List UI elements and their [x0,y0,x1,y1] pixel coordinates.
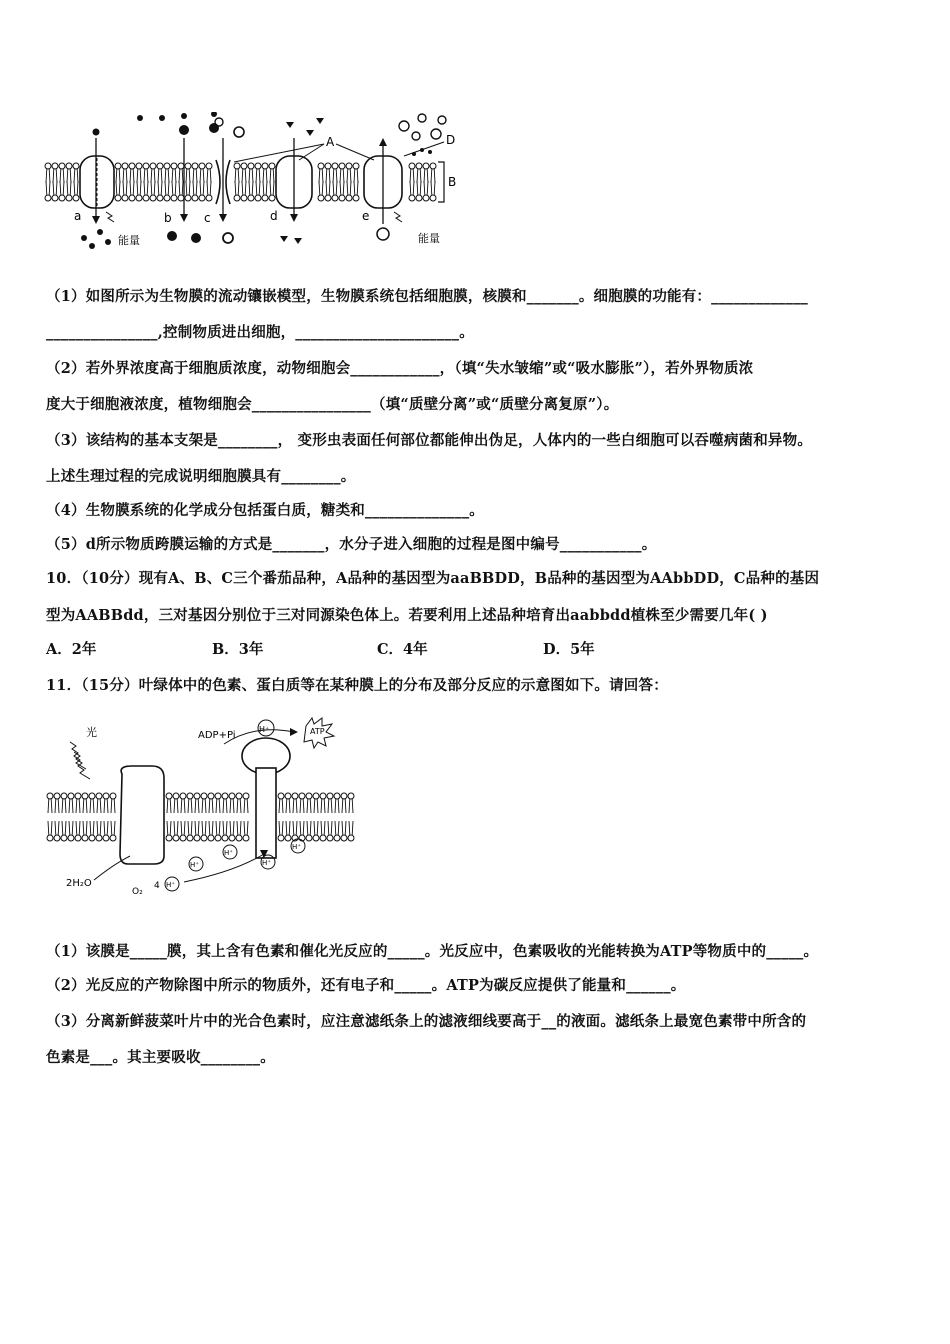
water-label: 2H₂O [66,878,92,889]
light-arrow [70,742,86,769]
q10-option-b: B．3年 [212,641,264,658]
q9-line-3: （2）若外界浓度高于细胞质浓度，动物细胞会____________，（填“失水皱缩”或“吸水膨胀”），若外界物质浓 [46,360,754,377]
thylakoid-membrane-figure [44,712,364,902]
label-d: d [270,209,278,223]
o2-label: O₂ [132,887,143,897]
label-b: b [164,211,172,225]
q11-line-4: （3）分离新鲜菠菜叶片中的光合色素时，应注意滤纸条上的滤液细线要高于__的液面。滤纸条上最宽色素带中所含的 [46,1013,807,1030]
q11-line-1: 11．（15分）叶绿体中的色素、蛋白质等在某种膜上的分布及部分反应的示意图如下。请回答： [46,677,668,694]
four-label: 4 [154,881,160,891]
h-top: H⁺ [259,725,270,734]
energy-label-left: 能量 [118,234,140,247]
q9-line-6: 上述生理过程的完成说明细胞膜具有________。 [46,468,356,485]
q11-line-5: 色素是___。其主要吸收________。 [46,1049,275,1066]
light-label: 光 [86,726,97,739]
thylakoid-bilayer [47,793,354,841]
q10-option-c: C．4年 [377,641,428,658]
q10-line-2: 型为AABBdd，三对基因分别位于三对同源染色体上。若要利用上述品种培育出aabbdd植株至少需要几年( ) [46,607,768,624]
label-c: c [204,211,211,225]
q10-line-1: 10．（10分）现有A、B、C三个番茄品种，A品种的基因型为aaBBDD，B品种的基因型为AAbbDD，C品种的基因 [46,570,820,587]
q9-line-8: （5）d所示物质跨膜运输的方式是_______，水分子进入细胞的过程是图中编号___________。 [46,536,657,553]
h-bottom-1: H⁺ [166,881,175,889]
atp-label: ATP [310,727,325,736]
q9-line-1: （1）如图所示为生物膜的流动镶嵌模型，生物膜系统包括细胞膜，核膜和_______。细胞膜的功能有：_____________ [46,288,808,305]
h-bottom-4: H⁺ [262,859,271,867]
q9-line-5: （3）该结构的基本支架是________， 变形虫表面任何部位都能伸出伪足，人体内的一些白细胞可以吞噬病菌和异物。 [46,432,813,449]
q10-option-d: D．5年 [543,641,595,658]
adp-label: ADP+Pi [198,730,236,741]
label-A: A [326,135,335,149]
label-B: B [448,175,457,189]
energy-label-right: 能量 [418,232,440,245]
q9-line-4: 度大于细胞液浓度，植物细胞会________________（填“质壁分离”或“质壁分离复原”）。 [46,396,619,413]
label-D: D [446,133,456,147]
photosystem-protein [120,766,164,864]
channel-protein-a [80,156,114,208]
label-a: a [74,209,82,223]
h-bottom-2: H⁺ [190,861,199,869]
h-bottom-3: H⁺ [224,849,233,857]
h-bottom-5: H⁺ [292,843,301,851]
q11-line-3: （2）光反应的产物除图中所示的物质外，还有电子和_____。ATP为碳反应提供了能量和______。 [46,977,686,994]
q10-option-a: A．2年 [46,641,97,658]
q9-line-7: （4）生物膜系统的化学成分包括蛋白质，糖类和______________。 [46,502,484,519]
membrane-transport-figure [44,112,474,252]
label-e: e [362,209,370,223]
q11-line-2: （1）该膜是_____膜，其上含有色素和催化光反应的_____。光反应中，色素吸收的光能转换为ATP等物质中的_____。 [46,943,819,960]
q9-line-2: _______________,控制物质进出细胞，______________________。 [46,324,474,341]
